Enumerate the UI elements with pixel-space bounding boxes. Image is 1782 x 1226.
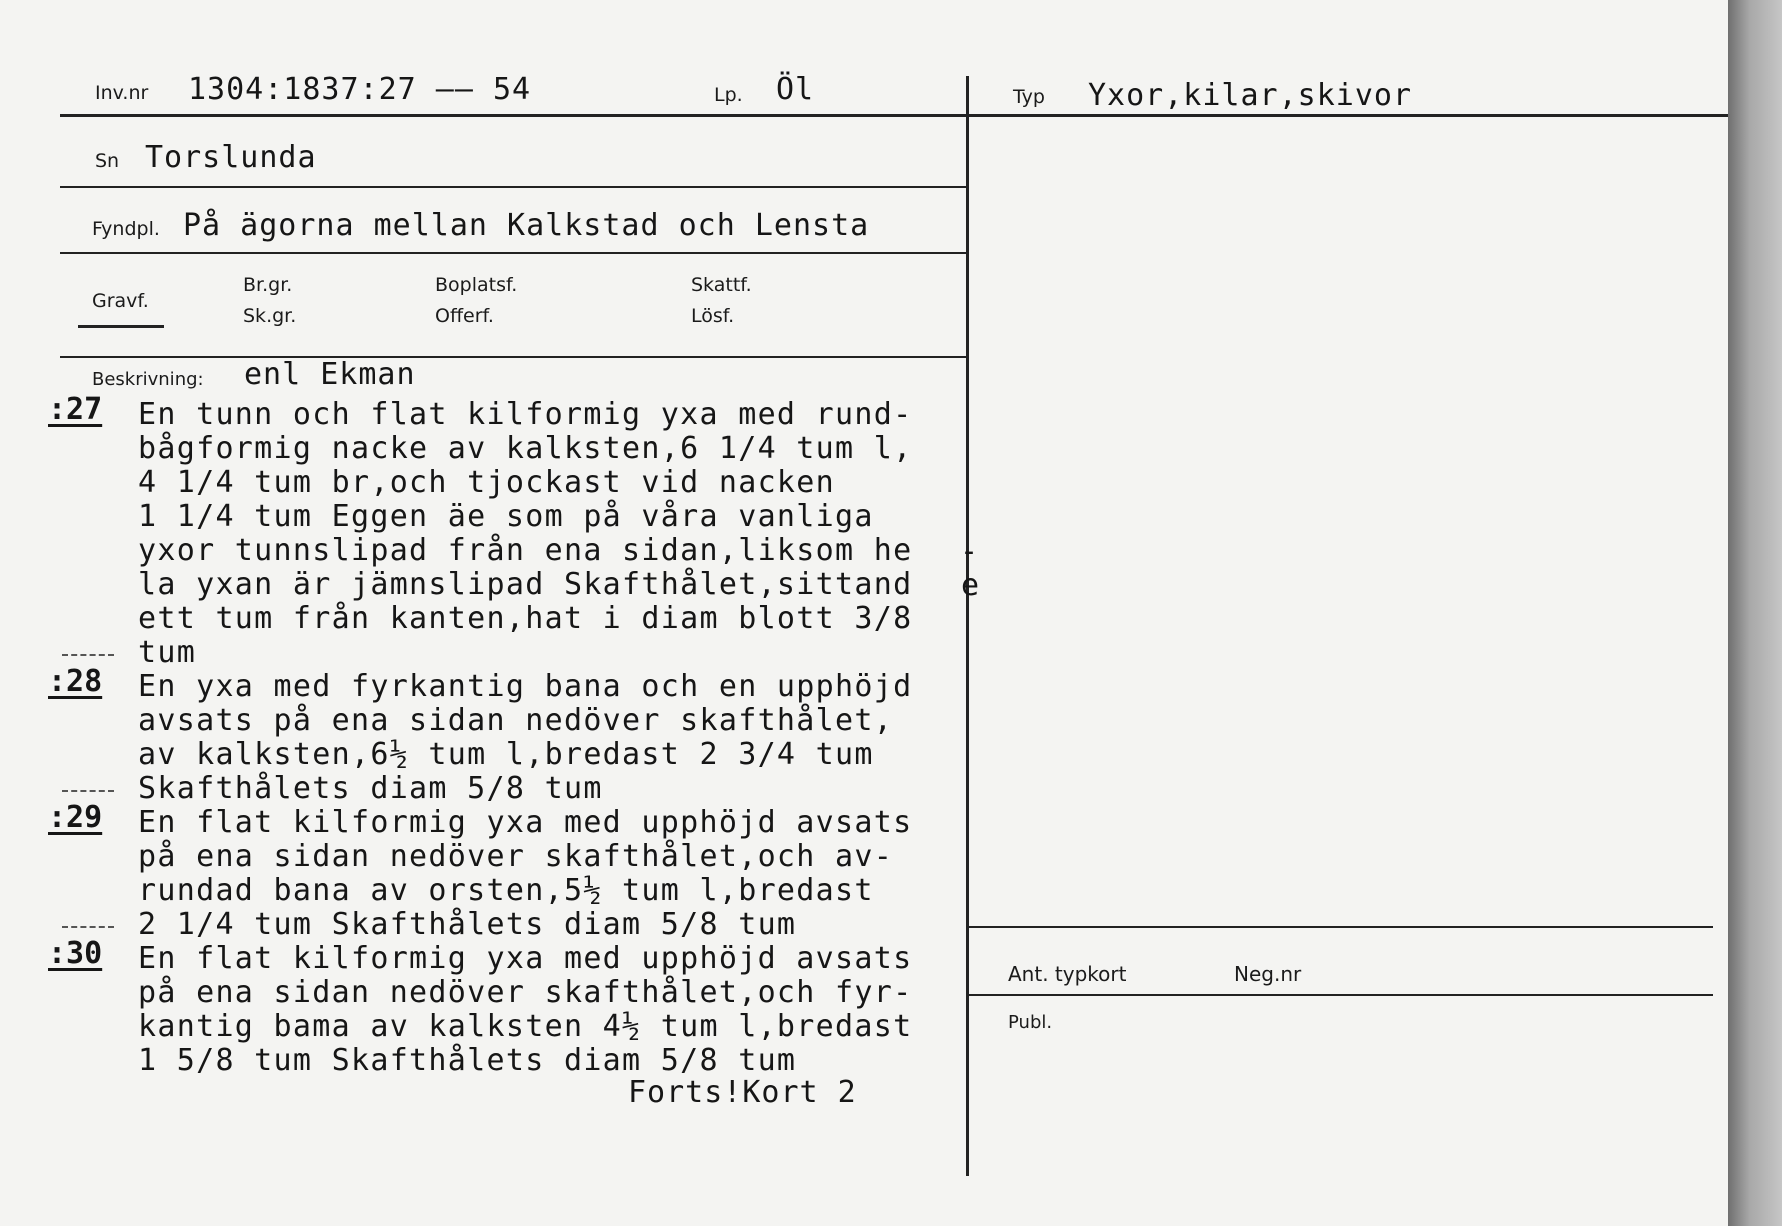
gravf-label: Gravf. [92, 290, 149, 312]
description-line: En flat kilformig yxa med upphöjd avsats [138, 805, 913, 840]
description-line: avsats på ena sidan nedöver skafthålet, [138, 703, 894, 738]
description-line: 4 1/4 tum br,och tjockast vid nacken [138, 465, 836, 500]
skattf-label: Skattf. [691, 274, 752, 296]
inv-nr-label: Inv.nr [95, 82, 149, 104]
lp-value: Öl [776, 72, 815, 107]
description-line: En yxa med fyrkantig bana och en upphöjd [138, 669, 913, 704]
card-edge-shadow [1728, 0, 1782, 1226]
overflow-char: - [960, 534, 980, 569]
typ-label: Typ [1013, 86, 1045, 108]
dash-mark [62, 926, 114, 928]
description-text [138, 398, 912, 1078]
rule-header [60, 114, 1728, 117]
description-line: bågformig nacke av kalksten,6 1/4 tum l, [138, 431, 913, 466]
description-line: rundad bana av orsten,5½ tum l,bredast [138, 873, 874, 908]
beskrivning-value: enl Ekman [244, 357, 416, 392]
dash-mark [62, 654, 114, 656]
offerf-label: Offerf. [435, 305, 494, 327]
description-line: la yxan är jämnslipad Skafthålet,sittand [138, 567, 913, 602]
fyndpl-value: På ägorna mellan Kalkstad och Lensta [183, 208, 870, 243]
description-line: 1 5/8 tum Skafthålets diam 5/8 tum [138, 1043, 797, 1078]
entry-number-28: :28 [48, 664, 103, 699]
rule-sn [60, 186, 968, 188]
entry-number-30: :30 [48, 936, 103, 971]
beskrivning-label: Beskrivning: [92, 369, 204, 390]
description-line: på ena sidan nedöver skafthålet,och fyr- [138, 975, 913, 1010]
rule-publ [968, 994, 1713, 996]
entry-number-29: :29 [48, 800, 103, 835]
description-line: tum [138, 635, 197, 670]
lp-label: Lp. [714, 84, 743, 106]
sn-value: Torslunda [145, 140, 317, 175]
description-line: Skafthålets diam 5/8 tum [138, 771, 603, 806]
vertical-divider [966, 76, 969, 1176]
skgr-label: Sk.gr. [243, 305, 297, 327]
fyndpl-label: Fyndpl. [92, 218, 160, 240]
description-line: 2 1/4 tum Skafthålets diam 5/8 tum [138, 907, 797, 942]
dash-mark [62, 790, 114, 792]
boplatsf-label: Boplatsf. [435, 274, 518, 296]
rule-ant-typkort [968, 926, 1713, 928]
description-line: En flat kilformig yxa med upphöjd avsats [138, 941, 913, 976]
continuation-note: Forts!Kort 2 [628, 1075, 857, 1110]
description-line: kantig bama av kalksten 4½ tum l,bredast [138, 1009, 913, 1044]
publ-label: Publ. [1008, 1012, 1053, 1033]
entry-number-27: :27 [48, 392, 103, 427]
rule-categories [60, 356, 968, 358]
ant-typkort-label: Ant. typkort [1008, 962, 1127, 986]
description-line: En tunn och flat kilformig yxa med rund- [138, 397, 913, 432]
rule-gravf-underline [78, 325, 164, 328]
rule-fyndpl [60, 252, 968, 254]
description-line: på ena sidan nedöver skafthålet,och av- [138, 839, 894, 874]
description-line: 1 1/4 tum Eggen äe som på våra vanliga [138, 499, 874, 534]
overflow-char: e [961, 568, 981, 603]
losf-label: Lösf. [691, 305, 735, 327]
inv-nr-value: 1304:1837:27 —— 54 [188, 72, 532, 107]
typ-value: Yxor,kilar,skivor [1088, 78, 1413, 113]
sn-label: Sn [95, 150, 120, 172]
description-line: av kalksten,6½ tum l,bredast 2 3/4 tum [138, 737, 874, 772]
description-line: yxor tunnslipad från ena sidan,liksom he [138, 533, 913, 568]
brgr-label: Br.gr. [243, 274, 293, 296]
description-line: ett tum från kanten,hat i diam blott 3/8 [138, 601, 913, 636]
neg-nr-label: Neg.nr [1234, 962, 1302, 986]
